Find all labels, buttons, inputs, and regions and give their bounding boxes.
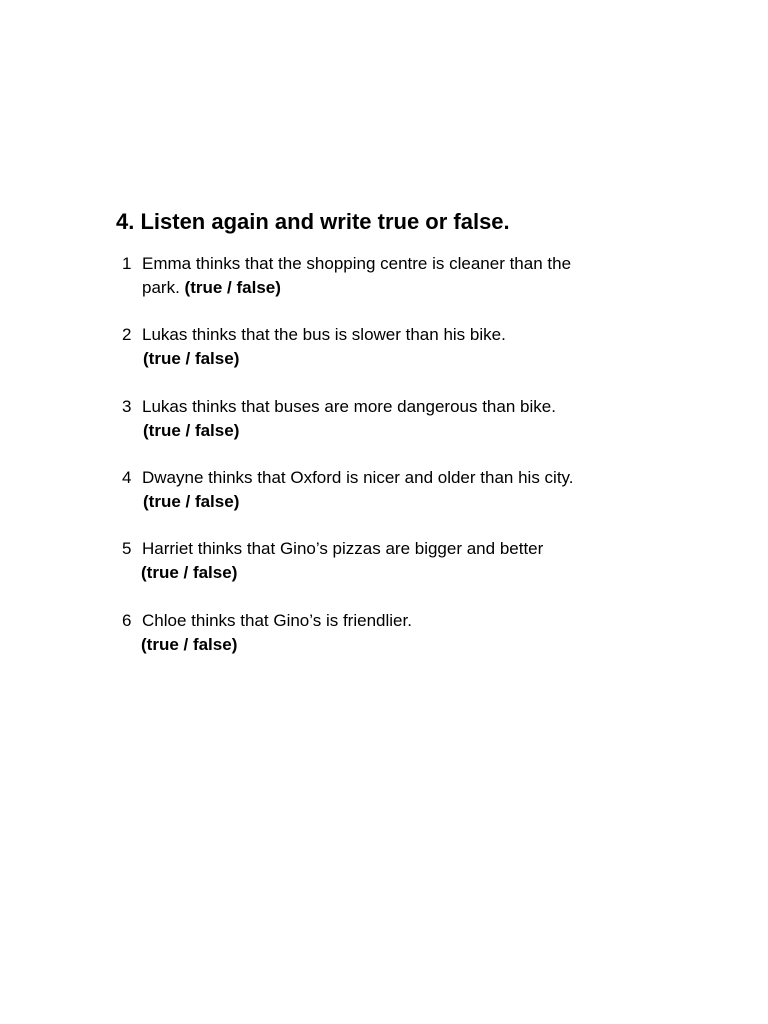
question-text: Emma thinks that the shopping centre is cleaner than the [142,254,572,273]
question-number: 4 [122,468,132,487]
answer-choice: (true / false) [143,492,240,511]
question-text: Dwayne thinks that Oxford is nicer and older than his city. [142,468,574,487]
question-item [122,323,662,371]
question-number: 2 [122,325,132,344]
question-text: Lukas thinks that the bus is slower than his bike. [142,325,506,344]
question-item [122,395,662,443]
question-number: 3 [122,397,132,416]
question-item [122,252,662,300]
answer-choice: (true / false) [141,563,238,582]
question-text-continued: park. [142,278,185,297]
question-text: Harriet thinks that Gino’s pizzas are bigger and better [142,539,544,558]
answer-choice: (true / false) [143,421,240,440]
question-item [122,466,662,514]
question-number: 6 [122,611,132,630]
question-number: 1 [122,254,132,273]
answer-choice: (true / false) [141,635,238,654]
question-number: 5 [122,539,132,558]
question-item [122,609,662,657]
answer-choice: (true / false) [184,278,281,297]
question-text: Lukas thinks that buses are more dangerous than bike. [142,397,556,416]
question-item [122,537,662,585]
answer-choice: (true / false) [143,349,240,368]
exercise-title: 4. Listen again and write true or false. [116,209,510,234]
question-text: Chloe thinks that Gino’s is friendlier. [142,611,412,630]
